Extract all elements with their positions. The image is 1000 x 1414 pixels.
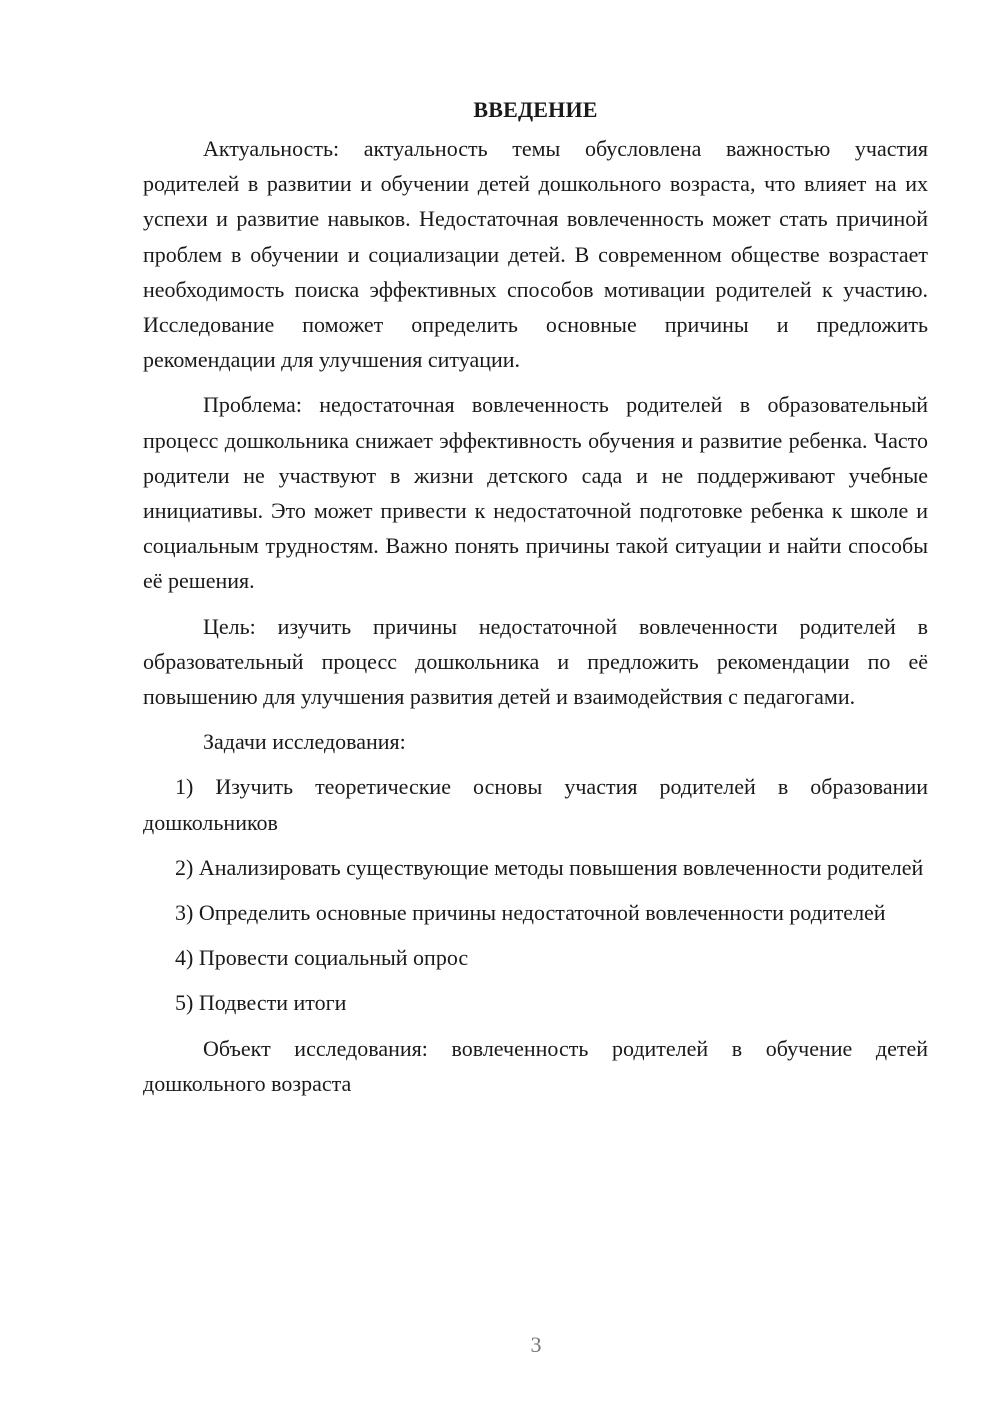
task-item: 2) Анализировать существующие методы повышения вовлеченности родителей bbox=[175, 854, 924, 880]
problem-paragraph: Проблема: недостаточная вовлеченность родителей в образовательный процесс дошкольника снижает эффективность обучения и развитие ребенка. Часто родители не участвуют в жизни детского сада и не поддерживают учебные инициативы. Это может привести к недостаточной подготовке ребенка к школе и социальным трудностям. Важно понять причины такой ситуации и найти способы её решения. bbox=[143, 392, 928, 594]
task-item: 1) Изучить теоретические основы участия родителей в образовании дошкольников bbox=[143, 774, 928, 835]
document-page bbox=[143, 92, 928, 1111]
task-item: 4) Провести социальный опрос bbox=[175, 945, 469, 971]
task-item: 5) Подвести итоги bbox=[175, 990, 347, 1016]
relevance-paragraph: Актуальность: актуальность темы обусловлена важностью участия родителей в развитии и обучении детей дошкольного возраста, что влияет на их успехи и развитие навыков. Недостаточная вовлеченность может стать причиной проблем в обучении и социализации детей. В современном обществе возрастает необходимость поиска эффективных способов мотивации родителей к участию. Исследование поможет определить основные причины и предложить рекомендации для улучшения ситуации. bbox=[143, 136, 928, 373]
object-paragraph: Объект исследования: вовлеченность родителей в обучение детей дошкольного возраста bbox=[143, 1035, 928, 1096]
tasks-heading: Задачи исследования: bbox=[203, 729, 406, 755]
task-item: 3) Определить основные причины недостаточной вовлеченности родителей bbox=[175, 900, 886, 926]
page-number: 3 bbox=[530, 1332, 542, 1357]
goal-paragraph: Цель: изучить причины недостаточной вовлеченности родителей в образовательный процесс дошкольника и предложить рекомендации по её повышению для улучшения развития детей и взаимодействия с педагогами. bbox=[143, 613, 928, 710]
section-heading: ВВЕДЕНИЕ bbox=[473, 97, 598, 122]
